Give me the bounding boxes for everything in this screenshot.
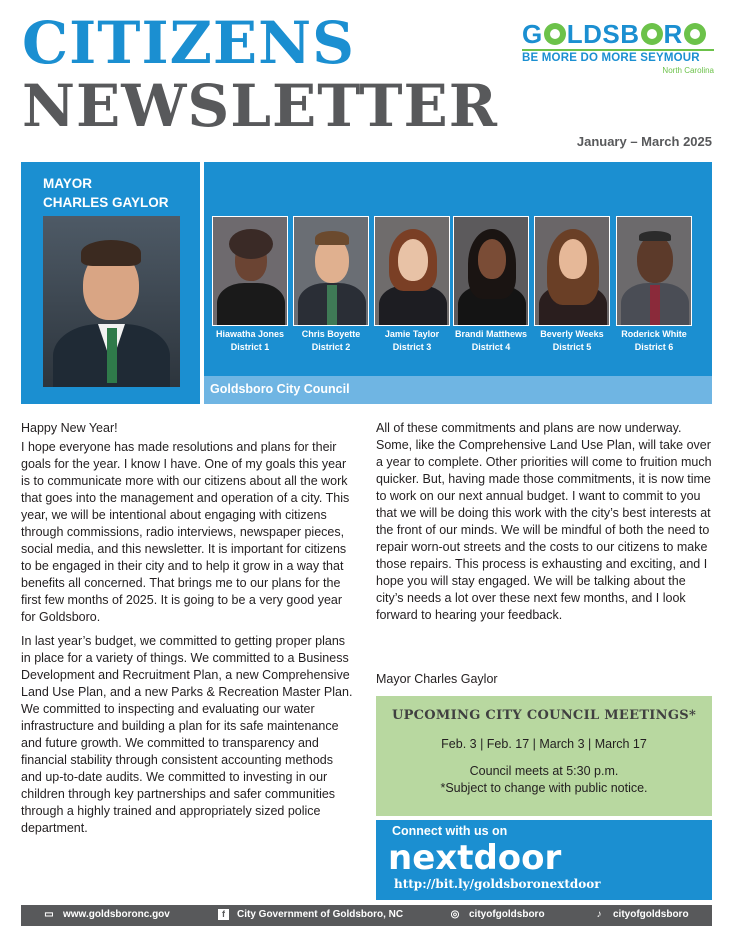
meetings-note: *Subject to change with public notice. bbox=[440, 781, 648, 795]
nextdoor-link[interactable]: http://bit.ly/goldsboronextdoor bbox=[394, 877, 601, 891]
member-photo bbox=[534, 216, 610, 326]
issue-date: January – March 2025 bbox=[576, 134, 712, 149]
footer-website[interactable]: ▭ www.goldsboronc.gov bbox=[44, 909, 170, 920]
meetings-heading: UPCOMING CITY COUNCIL MEETINGS* bbox=[391, 708, 697, 723]
logo-o-icon bbox=[641, 23, 663, 45]
nextdoor-logo: nextdoor bbox=[388, 838, 562, 878]
council-member-4: Brandi Matthews District 4 bbox=[453, 216, 529, 353]
twitter-icon: ♪ bbox=[596, 909, 602, 920]
instagram-icon: ◎ bbox=[450, 909, 460, 920]
council-member-2: Chris Boyette District 2 bbox=[293, 216, 369, 353]
logo-tagline: BE MORE DO MORE SEYMOUR bbox=[522, 49, 714, 64]
mayor-photo bbox=[43, 216, 180, 387]
council-member-1: Hiawatha Jones District 1 bbox=[212, 216, 288, 353]
member-photo bbox=[453, 216, 529, 326]
footer-twitter[interactable]: ♪ cityofgoldsboro bbox=[593, 909, 689, 920]
facebook-icon: f bbox=[218, 909, 229, 920]
letter-paragraph-3: All of these commitments and plans are now underway. Some, like the Comprehensive Land Use Plan, will take over a year to complete. Other priorities will come to fruition much quicker. But, having made those commitments, it is now time to work on our next annual budget. I want to commit to you that we will be doing this work with the city’s best interests at the front of our minds. We will be mindful of both the need to repair worn-out streets and the costs to our citizens to make those repairs. This process is exhausting and exciting, and I hope you will stay engaged. We will be talking about the city’s needs a lot over these next few months, and I look forward to hearing your feedback. bbox=[376, 421, 712, 622]
letter-signature: Mayor Charles Gaylor bbox=[376, 672, 498, 686]
newsletter-title-line2: NEWSLETTER bbox=[22, 72, 498, 140]
mayor-panel bbox=[21, 162, 200, 404]
logo-state: North Carolina bbox=[662, 66, 714, 75]
member-photo bbox=[616, 216, 692, 326]
logo-wordmark: G LDSB R bbox=[522, 20, 714, 48]
meetings-dates: Feb. 3 | Feb. 17 | March 3 | March 17 bbox=[441, 737, 647, 751]
letter-paragraph-1: I hope everyone has made resolutions and plans for their goals for the year. I know I have. One of my goals this year is to communicate more with our citizens about all the work that goes into the management and operation of a city. This year, we will be intentional about engaging with citizens through commissions, radio interviews, newspaper pieces, social media, and this newsletter. It is important for citizens to be engaged in their city and to help it grow in a way that benefits all concerned. That brings me to our plans for the first few months of 2025. It is going to be a very good year for Goldsboro. bbox=[21, 440, 350, 624]
council-member-3: Jamie Taylor District 3 bbox=[374, 216, 450, 353]
newsletter-title-line1: CITIZENS bbox=[22, 9, 356, 77]
goldsboro-logo bbox=[522, 20, 714, 75]
mayor-title: MAYOR CHARLES GAYLOR bbox=[43, 176, 169, 210]
footer-facebook[interactable]: f City Government of Goldsboro, NC bbox=[218, 909, 403, 920]
meetings-time: Council meets at 5:30 p.m. bbox=[469, 764, 619, 778]
member-photo bbox=[212, 216, 288, 326]
monitor-icon: ▭ bbox=[44, 909, 54, 920]
nextdoor-heading: Connect with us on bbox=[392, 824, 508, 838]
council-member-6: Roderick White District 6 bbox=[616, 216, 692, 353]
letter-paragraph-2: In last year’s budget, we committed to getting proper plans in place for a variety of things. We committed to a Business Development and Recruitment Plan, a new Comprehensive Land Use Plan, and a new Parks & Recreation Master Plan. We committed to inspecting and evaluating our water infrastructure and building a plan for its safe maintenance and future growth. We committed to transparency and financial stability through consistent accounting methods and up-to-date audits. We committed to investing in our children through key partnerships and safer communities through a highly trained and appropriately sized police department. bbox=[21, 634, 353, 835]
footer-instagram[interactable]: ◎ cityofgoldsboro bbox=[450, 909, 545, 920]
letter-right-column bbox=[376, 420, 712, 631]
council-member-5: Beverly Weeks District 5 bbox=[534, 216, 610, 353]
member-photo bbox=[374, 216, 450, 326]
council-label: Goldsboro City Council bbox=[204, 376, 712, 404]
letter-greeting: Happy New Year! bbox=[21, 421, 118, 435]
meetings-panel bbox=[376, 696, 712, 816]
letter-left-column bbox=[21, 420, 356, 844]
nextdoor-panel bbox=[376, 820, 712, 900]
member-photo bbox=[293, 216, 369, 326]
logo-o-icon bbox=[544, 23, 566, 45]
footer-bar bbox=[21, 905, 712, 926]
logo-o-icon bbox=[684, 23, 706, 45]
